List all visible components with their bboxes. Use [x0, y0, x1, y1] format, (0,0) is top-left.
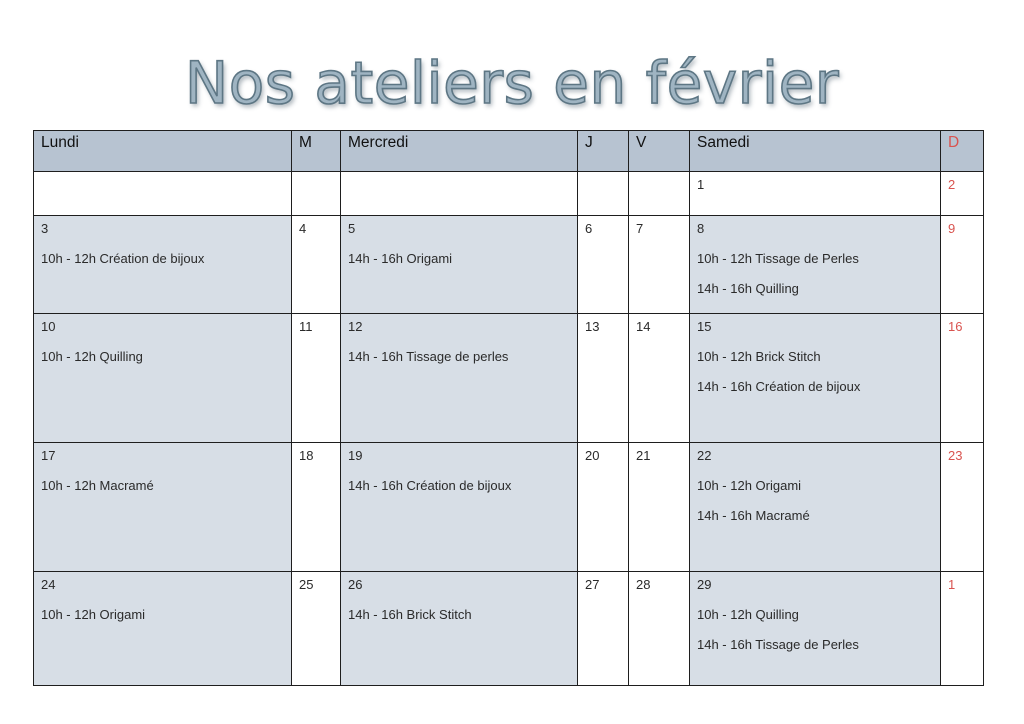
- week-row: [34, 172, 984, 216]
- day-cell-jeudi: [578, 172, 629, 216]
- day-number: 10: [41, 319, 56, 334]
- day-cell-vendredi: [629, 572, 690, 686]
- workshop-event: 14h - 16h Création de bijoux: [697, 379, 861, 394]
- day-cell-mercredi: [341, 572, 578, 686]
- day-cell-lundi: [34, 314, 292, 443]
- day-cell-vendredi: [629, 443, 690, 572]
- workshop-event: 10h - 12h Origami: [697, 478, 802, 493]
- workshop-event: 14h - 16h Création de bijoux: [348, 478, 512, 493]
- day-number: 4: [299, 221, 307, 236]
- day-cell-mercredi: [341, 443, 578, 572]
- page-title: Nos ateliers en février: [184, 49, 840, 117]
- workshop-event: 14h - 16h Tissage de perles: [348, 349, 509, 364]
- header-lundi: Lundi: [34, 131, 292, 172]
- day-cell-lundi: [34, 443, 292, 572]
- day-cell-lundi: [34, 216, 292, 314]
- day-number: 17: [41, 448, 56, 463]
- workshop-event: 10h - 12h Quilling: [41, 349, 143, 364]
- workshop-event: 10h - 12h Quilling: [697, 607, 799, 622]
- header-jeudi: J: [578, 131, 629, 172]
- header-row: [34, 131, 984, 172]
- day-number: 12: [348, 319, 363, 334]
- day-number: 9: [948, 221, 956, 236]
- day-cell-mardi: [292, 172, 341, 216]
- day-cell-dimanche: [941, 314, 984, 443]
- calendar-table: [33, 130, 984, 686]
- workshop-event: 10h - 12h Origami: [41, 607, 146, 622]
- workshop-event: 10h - 12h Brick Stitch: [697, 349, 821, 364]
- day-number: 27: [585, 577, 600, 592]
- day-number: 26: [348, 577, 363, 592]
- day-cell-jeudi: [578, 314, 629, 443]
- week-row: [34, 314, 984, 443]
- day-cell-vendredi: [629, 172, 690, 216]
- header-dimanche: D: [941, 131, 984, 172]
- workshop-event: 14h - 16h Quilling: [697, 281, 799, 296]
- day-number: 14: [636, 319, 651, 334]
- workshop-event: 14h - 16h Origami: [348, 251, 453, 266]
- day-number: 6: [585, 221, 593, 236]
- week-row: [34, 572, 984, 686]
- day-number: 7: [636, 221, 644, 236]
- day-cell-dimanche: [941, 443, 984, 572]
- day-cell-mardi: [292, 572, 341, 686]
- day-cell-samedi: [690, 572, 941, 686]
- day-number: 1: [948, 577, 956, 592]
- day-number: 2: [948, 177, 956, 192]
- header-mercredi: Mercredi: [341, 131, 578, 172]
- header-samedi: Samedi: [690, 131, 941, 172]
- day-number: 8: [697, 221, 705, 236]
- day-number: 28: [636, 577, 651, 592]
- day-cell-mardi: [292, 443, 341, 572]
- day-cell-dimanche: [941, 172, 984, 216]
- day-cell-jeudi: [578, 216, 629, 314]
- header-mardi: M: [292, 131, 341, 172]
- workshop-event: 14h - 16h Brick Stitch: [348, 607, 472, 622]
- day-number: 16: [948, 319, 963, 334]
- workshop-event: 10h - 12h Création de bijoux: [41, 251, 205, 266]
- workshop-event: 14h - 16h Tissage de Perles: [697, 637, 859, 652]
- day-number: 19: [348, 448, 363, 463]
- day-cell-lundi: [34, 572, 292, 686]
- day-cell-dimanche: [941, 572, 984, 686]
- day-number: 25: [299, 577, 314, 592]
- workshop-event: 14h - 16h Macramé: [697, 508, 810, 523]
- day-number: 29: [697, 577, 712, 592]
- day-number: 11: [299, 319, 313, 334]
- header-vendredi: V: [629, 131, 690, 172]
- day-number: 24: [41, 577, 56, 592]
- day-cell-mercredi: [341, 172, 578, 216]
- day-cell-lundi: [34, 172, 292, 216]
- workshop-event: 10h - 12h Macramé: [41, 478, 154, 493]
- day-number: 23: [948, 448, 963, 463]
- day-cell-samedi: [690, 443, 941, 572]
- day-number: 3: [41, 221, 49, 236]
- day-cell-dimanche: [941, 216, 984, 314]
- week-row: [34, 216, 984, 314]
- day-cell-mercredi: [341, 216, 578, 314]
- day-cell-samedi: [690, 314, 941, 443]
- day-cell-mardi: [292, 314, 341, 443]
- day-number: 13: [585, 319, 600, 334]
- day-number: 18: [299, 448, 314, 463]
- day-number: 20: [585, 448, 600, 463]
- day-cell-jeudi: [578, 443, 629, 572]
- day-number: 22: [697, 448, 712, 463]
- day-cell-vendredi: [629, 216, 690, 314]
- day-cell-mercredi: [341, 314, 578, 443]
- week-row: [34, 443, 984, 572]
- workshop-event: 10h - 12h Tissage de Perles: [697, 251, 859, 266]
- day-cell-vendredi: [629, 314, 690, 443]
- day-number: 15: [697, 319, 712, 334]
- day-cell-jeudi: [578, 572, 629, 686]
- day-number: 21: [636, 448, 651, 463]
- day-cell-samedi: [690, 172, 941, 216]
- day-cell-samedi: [690, 216, 941, 314]
- day-cell-mardi: [292, 216, 341, 314]
- day-number: 5: [348, 221, 356, 236]
- day-number: 1: [697, 177, 705, 192]
